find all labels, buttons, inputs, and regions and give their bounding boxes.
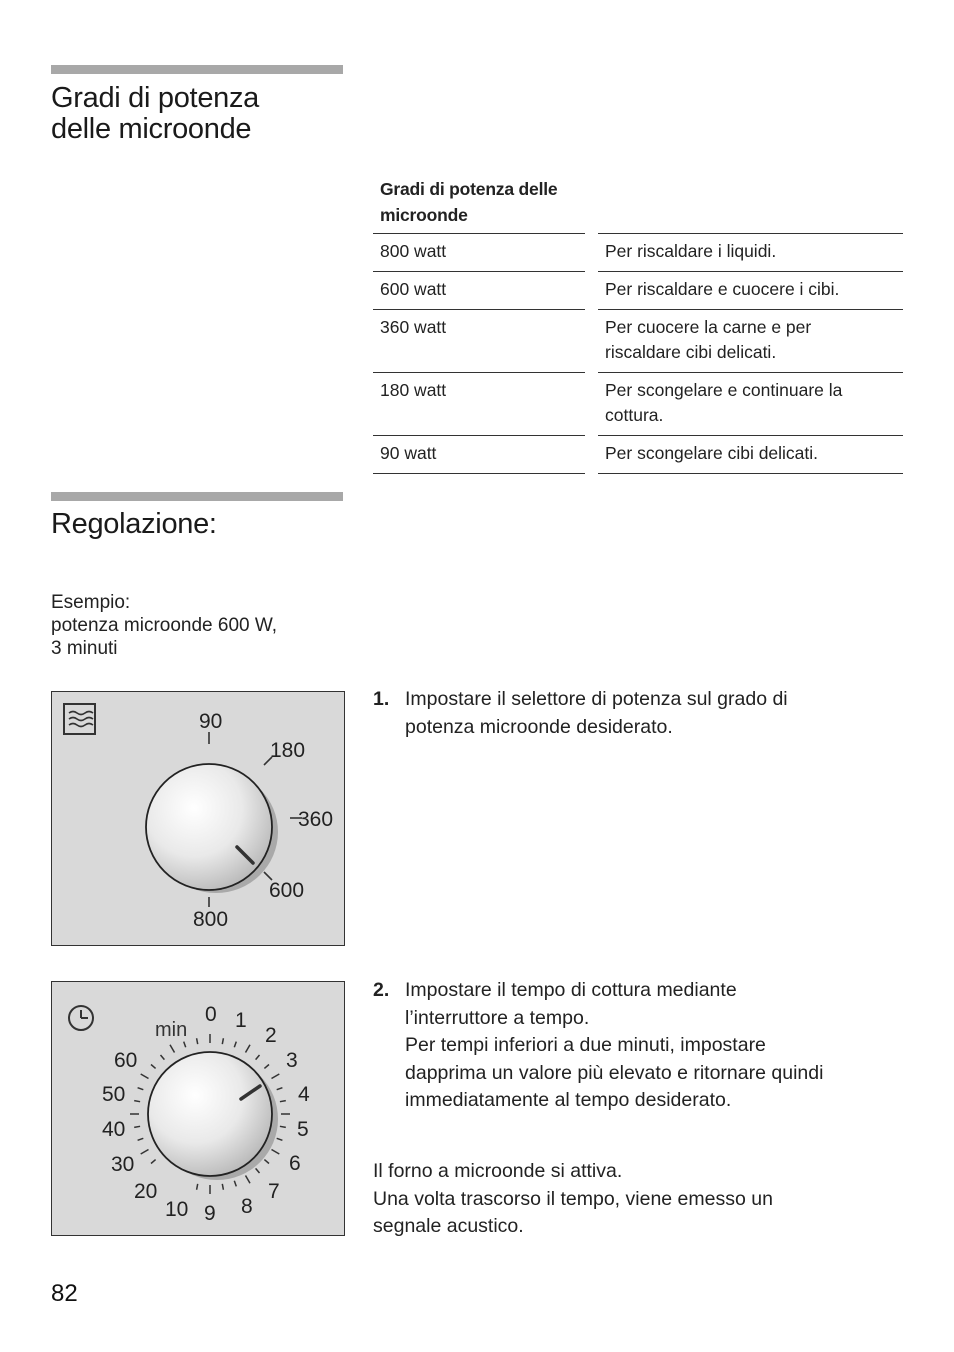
power-dial-figure [51, 691, 345, 946]
clock-icon [69, 1006, 93, 1030]
step-line: Impostare il tempo di cottura mediante [405, 979, 737, 1001]
usage-line: Per cuocere la carne e per [605, 317, 812, 337]
dial-tick [234, 1181, 236, 1187]
dial-label: 20 [134, 1180, 158, 1203]
dial-tick [138, 1138, 144, 1140]
dial-tick [222, 1184, 223, 1190]
usage-cell [598, 233, 903, 271]
dial-tick [141, 1150, 149, 1155]
step-line: Per tempi inferiori a due minuti, impostare [405, 1034, 766, 1056]
usage-cell [598, 309, 903, 372]
dial-tick [280, 1101, 286, 1102]
dial-tick [222, 1038, 223, 1044]
example-line: 3 minuti [51, 638, 118, 659]
dial-label: 5 [297, 1118, 309, 1141]
timer-dial-svg [52, 982, 344, 1235]
result-notes [373, 1158, 773, 1241]
power-dial-svg [52, 692, 344, 945]
microwave-waves-icon [64, 704, 95, 734]
dial-label: 40 [102, 1118, 126, 1141]
usage-cell [598, 372, 903, 435]
power-level-cell: 90 watt [373, 435, 585, 474]
note-line: Una volta trascorso il tempo, viene emesso un [373, 1187, 773, 1210]
dial-label: 9 [204, 1202, 216, 1225]
usage-line: Per riscaldare e cuocere i cibi. [605, 279, 840, 299]
dial-tick [246, 1176, 251, 1184]
dial-tick [161, 1055, 165, 1060]
step-2 [373, 977, 893, 1115]
dial-label: 7 [268, 1180, 280, 1203]
dial-label: 6 [289, 1152, 301, 1175]
dial-label: 10 [165, 1198, 189, 1221]
power-level-cell: 180 watt [373, 372, 585, 435]
dial-tick [272, 1150, 280, 1155]
usage-line: Per scongelare cibi delicati. [605, 443, 819, 463]
header-line: Gradi di potenza delle [380, 179, 558, 199]
dial-label: 360 [298, 808, 334, 831]
section-title-settings: Regolazione: [51, 508, 217, 540]
usage-line: riscaldare cibi delicati. [605, 342, 777, 362]
note-line: Il forno a microonde si attiva. [373, 1160, 623, 1182]
dial-label: 180 [270, 739, 306, 762]
table-row [373, 271, 903, 309]
power-knob[interactable] [146, 764, 272, 890]
step-1 [373, 686, 893, 741]
step-text [405, 686, 893, 741]
table-row [373, 233, 903, 271]
dial-label: 1 [235, 1009, 247, 1032]
unit-label: min [155, 1019, 188, 1041]
dial-tick [234, 1042, 236, 1048]
dial-tick [151, 1065, 156, 1069]
step-line: immediatamente al tempo desiderato. [405, 1089, 732, 1111]
step-number: 2. [373, 979, 390, 1001]
dial-tick [134, 1101, 140, 1102]
power-level-cell: 800 watt [373, 233, 585, 271]
step-line: dapprima un valore più elevato e ritornare quindi [405, 1061, 824, 1084]
dial-tick [138, 1088, 144, 1090]
step-number: 1. [373, 688, 390, 710]
dial-tick [170, 1045, 175, 1053]
dial-tick [141, 1074, 149, 1079]
dial-tick [277, 1088, 283, 1090]
usage-cell [598, 435, 903, 474]
example-line: potenza microonde 600 W, [51, 615, 278, 636]
table-row [373, 435, 903, 474]
dial-tick [151, 1160, 156, 1164]
power-levels-table [373, 176, 903, 474]
title-line: Gradi di potenza [51, 82, 259, 114]
dial-label: 0 [205, 1003, 217, 1026]
step-line: Impostare il selettore di potenza sul grado di [405, 688, 788, 710]
header-line: microonde [380, 205, 468, 225]
table-row [373, 309, 903, 372]
dial-label: 800 [193, 908, 229, 931]
step-line: l’interruttore a tempo. [405, 1006, 590, 1029]
dial-tick [272, 1074, 280, 1079]
table-row [373, 372, 903, 435]
timer-dial-figure [51, 981, 345, 1236]
dial-tick [264, 1160, 269, 1164]
dial-label: 8 [241, 1195, 253, 1218]
dial-label: 90 [199, 710, 223, 733]
dial-tick [197, 1184, 198, 1190]
power-level-cell: 360 watt [373, 309, 585, 372]
title-line: delle microonde [51, 113, 252, 145]
example-note [51, 591, 277, 660]
usage-cell [598, 271, 903, 309]
dial-label: 3 [286, 1049, 298, 1072]
usage-line: Per riscaldare i liquidi. [605, 241, 777, 261]
table-header [373, 176, 903, 233]
step-text [405, 977, 893, 1115]
note-line: segnale acustico. [373, 1215, 524, 1237]
section-rule [51, 65, 343, 74]
dial-tick [280, 1126, 286, 1127]
usage-line: cottura. [605, 405, 664, 425]
section-rule [51, 492, 343, 501]
dial-tick [277, 1138, 283, 1140]
step-line: potenza microonde desiderato. [405, 715, 673, 738]
usage-line: Per scongelare e continuare la [605, 380, 843, 400]
power-level-cell: 600 watt [373, 271, 585, 309]
section-title-power-levels [51, 83, 259, 145]
dial-label: 2 [265, 1024, 277, 1047]
dial-label: 60 [114, 1049, 138, 1072]
dial-label: 4 [298, 1083, 310, 1106]
dial-label: 30 [111, 1153, 135, 1176]
timer-knob[interactable] [148, 1052, 272, 1176]
dial-tick [256, 1168, 260, 1173]
dial-tick [197, 1038, 198, 1044]
dial-label: 600 [269, 879, 305, 902]
dial-tick [184, 1042, 186, 1048]
dial-tick [246, 1045, 251, 1053]
dial-tick [256, 1055, 260, 1060]
dial-label: 50 [102, 1083, 126, 1106]
dial-tick [134, 1126, 140, 1127]
example-line: Esempio: [51, 592, 131, 613]
dial-tick [264, 1065, 269, 1069]
page-number: 82 [51, 1280, 78, 1307]
